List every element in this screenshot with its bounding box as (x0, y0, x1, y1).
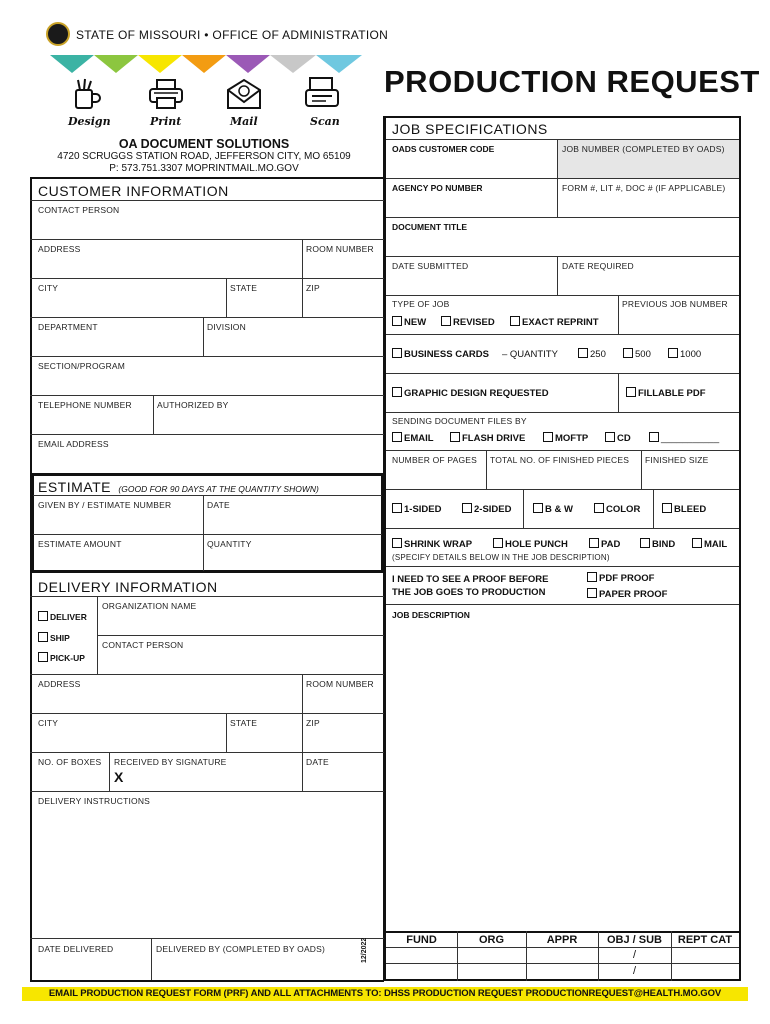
footer-banner: EMAIL PRODUCTION REQUEST FORM (PRF) AND ALL ATTACHMENTS TO: DHSS PRODUCTION REQUEST PRODUCTIONREQUEST@HEALTH.MO.GOV (22, 987, 748, 1001)
delivery-date-field[interactable]: DATE (306, 757, 329, 767)
banner-segment (182, 55, 226, 73)
org-header: ORG (478, 934, 505, 946)
checkbox-square (450, 432, 460, 442)
sending-files-label: SENDING DOCUMENT FILES BY (392, 416, 527, 426)
delivery-room-field[interactable]: ROOM NUMBER (306, 679, 374, 689)
delivery-org-name-field[interactable]: ORGANIZATION NAME (102, 601, 197, 611)
delivery-zip-field[interactable]: ZIP (306, 718, 320, 728)
form-number-field[interactable]: FORM #, LIT #, DOC # (IF APPLICABLE) (562, 183, 726, 193)
customer-section-title: CUSTOMER INFORMATION (38, 183, 229, 199)
banner-segment (270, 55, 316, 73)
bw-checkbox[interactable]: B & W (533, 503, 573, 515)
delivery-city-field[interactable]: CITY (38, 718, 59, 728)
agency-po-field[interactable]: AGENCY PO NUMBER (392, 183, 483, 193)
checkbox-square (640, 538, 650, 548)
job-section-title: JOB SPECIFICATIONS (392, 121, 548, 137)
cd-checkbox[interactable]: CD (605, 432, 631, 444)
deliver-checkbox[interactable]: DELIVER (38, 611, 87, 622)
previous-job-field[interactable]: PREVIOUS JOB NUMBER (622, 299, 728, 309)
received-by-field[interactable]: RECEIVED BY SIGNATURE (114, 757, 227, 767)
color-banner (50, 55, 362, 75)
banner-segment (226, 55, 270, 73)
other-file-checkbox[interactable]: ___________ (649, 432, 719, 444)
checkbox-square (510, 316, 520, 326)
new-checkbox[interactable]: NEW (392, 316, 426, 328)
obj-sub-slash: / (632, 949, 637, 961)
page-title: PRODUCTION REQUEST (384, 64, 760, 99)
qty-250-checkbox[interactable]: 250 (578, 348, 606, 360)
checkbox-square (38, 632, 48, 642)
email-address-field[interactable]: EMAIL ADDRESS (38, 439, 109, 449)
form-version: 12/2022 (361, 937, 368, 963)
state-field[interactable]: STATE (230, 283, 258, 293)
checkbox-square (493, 538, 503, 548)
room-number-field[interactable]: ROOM NUMBER (306, 244, 374, 254)
division-field[interactable]: DIVISION (207, 322, 246, 332)
delivery-instructions-field[interactable]: DELIVERY INSTRUCTIONS (38, 796, 151, 806)
qty-1000-checkbox[interactable]: 1000 (668, 348, 701, 360)
checkbox-square (626, 387, 636, 397)
address-field[interactable]: ADDRESS (38, 244, 81, 254)
email-checkbox[interactable]: EMAIL (392, 432, 434, 444)
delivery-contact-field[interactable]: CONTACT PERSON (102, 640, 184, 650)
checkbox-square (533, 503, 543, 513)
org-address: 4720 SCRUGGS STATION ROAD, JEFFERSON CITY, MO 65109 (57, 151, 351, 162)
finished-size-field[interactable]: FINISHED SIZE (645, 455, 709, 465)
telephone-field[interactable]: TELEPHONE NUMBER (38, 400, 132, 410)
finish-note: (SPECIFY DETAILS BELOW IN THE JOB DESCRIPTION) (392, 553, 610, 562)
bleed-checkbox[interactable]: BLEED (662, 503, 706, 515)
proof-line-2: THE JOB GOES TO PRODUCTION (392, 587, 546, 598)
department-field[interactable]: DEPARTMENT (38, 322, 98, 332)
checkbox-square (38, 652, 48, 662)
section-program-field[interactable]: SECTION/PROGRAM (38, 361, 126, 371)
pickup-checkbox[interactable]: PICK-UP (38, 652, 85, 663)
exact-reprint-checkbox[interactable]: EXACT REPRINT (510, 316, 599, 328)
delivered-by-field[interactable]: DELIVERED BY (COMPLETED BY OADS) (156, 944, 326, 954)
authorized-by-field[interactable]: AUTHORIZED BY (157, 400, 229, 410)
date-delivered-field[interactable]: DATE DELIVERED (38, 944, 114, 954)
banner-segment (316, 55, 362, 73)
print-label: Print (150, 115, 182, 128)
scan-label: Scan (310, 115, 340, 128)
delivery-section-title: DELIVERY INFORMATION (38, 579, 218, 595)
checkbox-square (392, 348, 402, 358)
fund-header: FUND (406, 934, 437, 946)
hole-punch-checkbox[interactable]: HOLE PUNCH (493, 538, 568, 550)
type-of-job-label: TYPE OF JOB (392, 299, 450, 309)
estimate-quantity-field[interactable]: QUANTITY (207, 539, 252, 549)
shrink-wrap-checkbox[interactable]: SHRINK WRAP (392, 538, 472, 550)
pages-field[interactable]: NUMBER OF PAGES (392, 455, 478, 465)
checkbox-square (662, 503, 672, 513)
estimate-note: (GOOD FOR 90 DAYS AT THE QUANTITY SHOWN) (118, 484, 319, 494)
pdf-proof-checkbox[interactable]: PDF PROOF (587, 572, 654, 584)
agency-line: STATE OF MISSOURI • OFFICE OF ADMINISTRATION (76, 28, 389, 42)
scan-icon (304, 76, 340, 110)
qty-500-checkbox[interactable]: 500 (623, 348, 651, 360)
design-icon (72, 78, 102, 110)
document-title-field[interactable]: DOCUMENT TITLE (392, 222, 468, 232)
obj-sub-slash: / (632, 965, 637, 977)
delivery-address-field[interactable]: ADDRESS (38, 679, 81, 689)
zip-field[interactable]: ZIP (306, 283, 320, 293)
design-label: Design (68, 115, 111, 128)
proof-line-1: I NEED TO SEE A PROOF BEFORE (392, 574, 549, 585)
banner-segment (138, 55, 182, 73)
rept-cat-header: REPT CAT (677, 934, 733, 946)
checkbox-square (441, 316, 451, 326)
graphic-design-checkbox[interactable]: GRAPHIC DESIGN REQUESTED (392, 387, 549, 399)
signature-mark: X (114, 769, 124, 785)
checkbox-square (578, 348, 588, 358)
estimate-amount-field[interactable]: ESTIMATE AMOUNT (38, 539, 122, 549)
mail-icon (226, 78, 262, 110)
org-contact: P: 573.751.3307 MOPRINTMAIL.MO.GOV (109, 163, 299, 174)
contact-person-field[interactable]: CONTACT PERSON (38, 205, 120, 215)
print-icon (148, 78, 184, 110)
org-name: OA DOCUMENT SOLUTIONS (118, 137, 290, 151)
banner-segment (50, 55, 94, 73)
given-by-field[interactable]: GIVEN BY / ESTIMATE NUMBER (38, 500, 172, 510)
date-required-field[interactable]: DATE REQUIRED (562, 261, 634, 271)
checkbox-square (392, 538, 402, 548)
boxes-field[interactable]: NO. OF BOXES (38, 757, 102, 767)
estimate-date-field[interactable]: DATE (207, 500, 230, 510)
checkbox-square (392, 387, 402, 397)
business-cards-checkbox[interactable]: BUSINESS CARDS (392, 348, 489, 360)
state-seal-icon (46, 22, 70, 46)
finished-pieces-field[interactable]: TOTAL NO. OF FINISHED PIECES (490, 455, 630, 465)
checkbox-square (589, 538, 599, 548)
two-sided-checkbox[interactable]: 2-SIDED (462, 503, 511, 515)
checkbox-square (38, 611, 48, 621)
flash-drive-checkbox[interactable]: FLASH DRIVE (450, 432, 525, 444)
checkbox-square (392, 503, 402, 513)
moftp-checkbox[interactable]: MOFTP (543, 432, 588, 444)
one-sided-checkbox[interactable]: 1-SIDED (392, 503, 441, 515)
city-field[interactable]: CITY (38, 283, 59, 293)
color-checkbox[interactable]: COLOR (594, 503, 640, 515)
appr-header: APPR (546, 934, 578, 946)
mail-label: Mail (230, 115, 258, 128)
checkbox-square (543, 432, 553, 442)
checkbox-square (462, 503, 472, 513)
paper-proof-checkbox[interactable]: PAPER PROOF (587, 588, 667, 600)
obj-sub-header: OBJ / SUB (606, 934, 662, 946)
bind-checkbox[interactable]: BIND (640, 538, 675, 550)
checkbox-square (587, 572, 597, 582)
checkbox-square (594, 503, 604, 513)
checkbox-square (587, 588, 597, 598)
checkbox-square (392, 432, 402, 442)
checkbox-square (649, 432, 659, 442)
fillable-pdf-checkbox[interactable]: FILLABLE PDF (626, 387, 706, 399)
checkbox-square (668, 348, 678, 358)
checkbox-square (605, 432, 615, 442)
delivery-state-field[interactable]: STATE (230, 718, 258, 728)
job-description-field[interactable]: JOB DESCRIPTION (392, 610, 470, 620)
oads-code-field[interactable]: OADS CUSTOMER CODE (392, 144, 495, 154)
pad-checkbox[interactable]: PAD (589, 538, 620, 550)
banner-segment (94, 55, 138, 73)
estimate-title: ESTIMATE (38, 479, 111, 495)
checkbox-square (623, 348, 633, 358)
checkbox-square (692, 538, 702, 548)
checkbox-square (392, 316, 402, 326)
job-number-field[interactable]: JOB NUMBER (COMPLETED BY OADS) (562, 144, 725, 154)
revised-checkbox[interactable]: REVISED (441, 316, 495, 328)
mail-checkbox[interactable]: MAIL (692, 538, 727, 550)
quantity-label: – QUANTITY (502, 349, 558, 360)
ship-checkbox[interactable]: SHIP (38, 632, 70, 643)
date-submitted-field[interactable]: DATE SUBMITTED (392, 261, 469, 271)
